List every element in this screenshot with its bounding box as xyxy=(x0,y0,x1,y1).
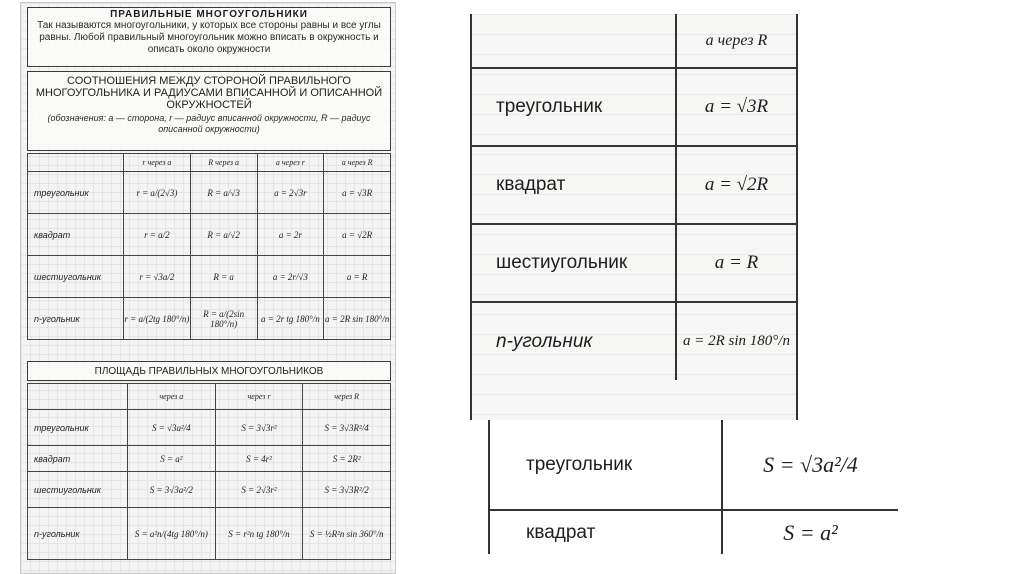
table-row xyxy=(28,172,391,214)
row-label: треугольник xyxy=(526,453,633,475)
row-label: треугольник xyxy=(28,410,128,446)
zoom-header-cell: a через R xyxy=(676,14,796,68)
formula-cell: a = √2R xyxy=(676,146,796,224)
formula-cell: R = a xyxy=(190,256,257,298)
table-row xyxy=(28,298,391,340)
row-label: квадрат xyxy=(28,214,124,256)
formula-cell: S = ½R²n sin 360°/n xyxy=(303,508,391,560)
formula-cell: S = 3√3R²/4 xyxy=(303,410,391,446)
header-cell: a через r xyxy=(257,154,324,172)
row-label: шестиугольник xyxy=(28,256,124,298)
header-cell: через a xyxy=(128,384,216,410)
formula-cell: r = a/(2√3) xyxy=(124,172,191,214)
row-label: n-угольник xyxy=(28,508,128,560)
formula-cell: r = a/2 xyxy=(124,214,191,256)
zoomed-area-table xyxy=(488,420,898,554)
zoomed-side-table xyxy=(470,14,798,420)
table-row xyxy=(28,410,391,446)
formula-cell: S = 3√3r² xyxy=(215,410,303,446)
table-row xyxy=(28,472,391,508)
header-cell: через r xyxy=(215,384,303,410)
formula-cell: R = a/(2sin 180°/n) xyxy=(190,298,257,340)
formula-cell: a = 2r tg 180°/n xyxy=(257,298,324,340)
formula-cell: r = √3a/2 xyxy=(124,256,191,298)
row-label: шестиугольник xyxy=(28,472,128,508)
formula-cell: S = 2√3r² xyxy=(215,472,303,508)
formula-cell: R = a/√2 xyxy=(190,214,257,256)
header-cell: через R xyxy=(303,384,391,410)
formula-cell: a = 2√3r xyxy=(257,172,324,214)
relations-title: СООТНОШЕНИЯ МЕЖДУ СТОРОНОЙ ПРАВИЛЬНОГО МНОГОУГОЛЬНИКА И РАДИУСАМИ ВПИСАННОЙ И ОПИСАННОЙ ОКРУЖНОСТЕЙ xyxy=(35,75,383,111)
relations-header-row xyxy=(28,154,391,172)
formula-cell: a = √3R xyxy=(676,68,796,146)
formula-cell: R = a/√3 xyxy=(190,172,257,214)
row-label: квадрат xyxy=(28,446,128,472)
table-row xyxy=(490,510,898,554)
formula-cell: S = a² xyxy=(722,510,898,554)
header-cell: r через a xyxy=(124,154,191,172)
header-cell xyxy=(28,384,128,410)
table-row xyxy=(28,446,391,472)
formula-cell: S = a² xyxy=(128,446,216,472)
empty-header-cell xyxy=(472,14,676,68)
table-row xyxy=(28,508,391,560)
table-row xyxy=(28,214,391,256)
header-cell: a через R xyxy=(324,154,391,172)
zoom-header-row xyxy=(472,14,796,68)
formula-cell: S = 3√3a²/2 xyxy=(128,472,216,508)
row-label: квадрат xyxy=(490,510,722,554)
relations-table xyxy=(27,153,391,340)
row-label: треугольник xyxy=(28,172,124,214)
area-title: ПЛОЩАДЬ ПРАВИЛЬНЫХ МНОГОУГОЛЬНИКОВ xyxy=(27,361,391,381)
formula-cell: r = a/(2tg 180°/n) xyxy=(124,298,191,340)
relations-note: (обозначения: a — сторона, r — радиус вписанной окружности, R — радиус описанной окружности) xyxy=(47,113,371,134)
row-label: квадрат xyxy=(472,146,676,224)
sheet-title: ПРАВИЛЬНЫЕ МНОГОУГОЛЬНИКИ xyxy=(110,9,308,20)
table-row xyxy=(472,224,796,302)
formula-cell: a = 2R sin 180°/n xyxy=(676,302,796,380)
formula-cell: a = 2r/√3 xyxy=(257,256,324,298)
formula-cell: a = R xyxy=(324,256,391,298)
formula-cell: S = 3√3R²/2 xyxy=(303,472,391,508)
formula-cell: S = √3a²/4 xyxy=(128,410,216,446)
table-row xyxy=(490,420,898,510)
table-row xyxy=(28,256,391,298)
formula-cell: a = 2r xyxy=(257,214,324,256)
header-cell xyxy=(28,154,124,172)
row-label: треугольник xyxy=(472,68,676,146)
row-label: шестиугольник xyxy=(472,224,676,302)
formula-cell: a = √2R xyxy=(324,214,391,256)
intro-box xyxy=(27,7,391,67)
formula-cell: a = √3R xyxy=(324,172,391,214)
formula-cell: a = 2R sin 180°/n xyxy=(324,298,391,340)
table-row xyxy=(472,302,796,380)
table-row xyxy=(472,68,796,146)
area-header-row xyxy=(28,384,391,410)
formula-cell: S = 2R² xyxy=(303,446,391,472)
header-cell: R через a xyxy=(190,154,257,172)
formula-cell: S = √3a²/4 xyxy=(722,420,898,510)
formula-cell: S = r²n tg 180°/n xyxy=(215,508,303,560)
row-label: n-угольник xyxy=(496,330,593,352)
reference-sheet xyxy=(20,2,396,574)
formula-cell: a = R xyxy=(676,224,796,302)
formula-cell: S = 4r² xyxy=(215,446,303,472)
relations-box xyxy=(27,71,391,151)
intro-text: Так называются многоугольники, у которых все стороны равны и все углы равны. Любой правильный многоугольник можно вписать в окружность и описать около окружности xyxy=(37,20,381,55)
row-label: n-угольник xyxy=(28,298,124,340)
area-table xyxy=(27,383,391,560)
table-row xyxy=(472,146,796,224)
formula-cell: S = a²n/(4tg 180°/n) xyxy=(128,508,216,560)
